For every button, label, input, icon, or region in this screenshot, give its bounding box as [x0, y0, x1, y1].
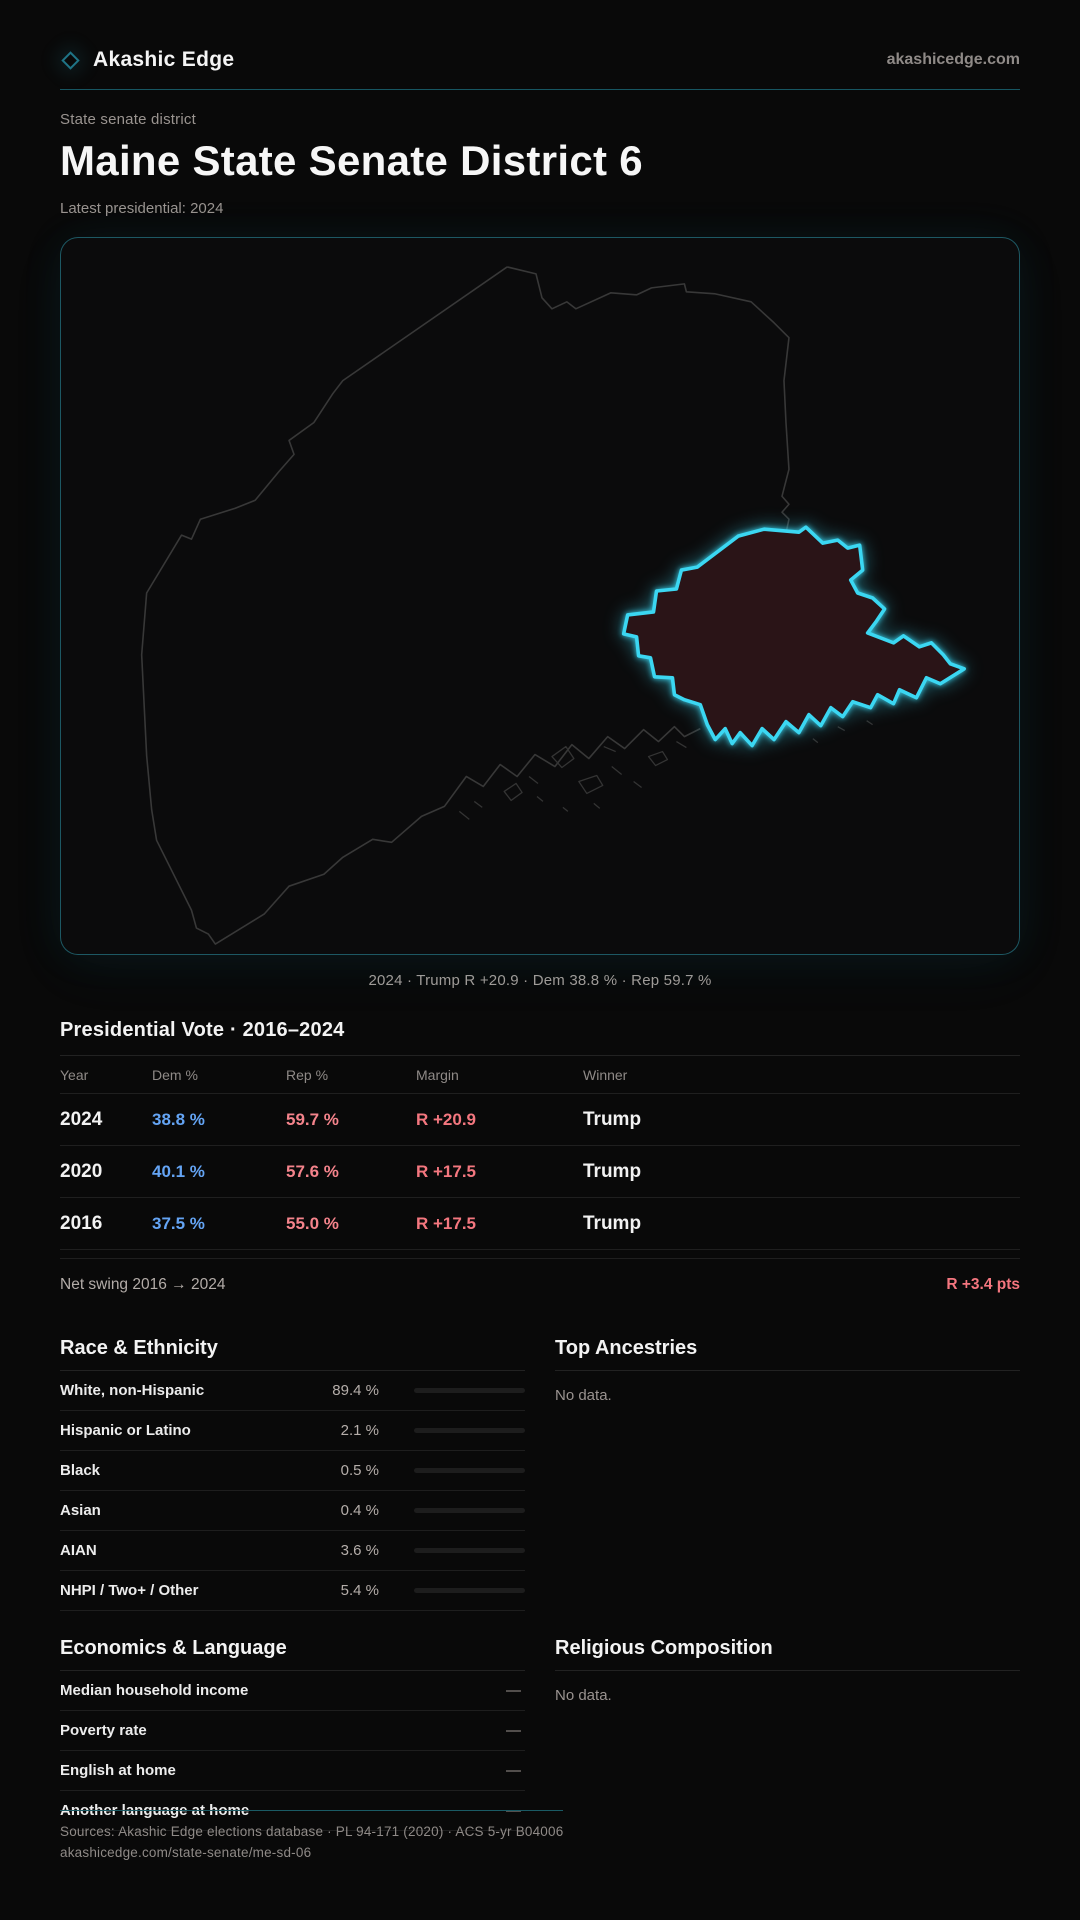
- stat-value: 0.4 %: [340, 1502, 379, 1520]
- district-map-card: [60, 237, 1020, 955]
- stat-bar: [414, 1388, 525, 1393]
- brand: [60, 48, 234, 72]
- econ-label: Another language at home: [60, 1802, 250, 1820]
- maine-outline: [507, 267, 789, 533]
- cell-winner: Trump: [583, 1212, 642, 1234]
- stat-bar: [414, 1548, 525, 1553]
- cell-margin: R +17.5: [416, 1213, 477, 1233]
- col-rep: Rep %: [286, 1066, 329, 1083]
- stat-bar: [414, 1428, 525, 1433]
- econ-label: Poverty rate: [60, 1722, 147, 1740]
- cell-margin: R +17.5: [416, 1161, 477, 1181]
- econ-value: —: [506, 1722, 521, 1740]
- ancestries-empty: No data.: [555, 1387, 612, 1405]
- econ-value: —: [506, 1762, 521, 1780]
- table-row: [60, 1094, 1020, 1146]
- stat-label: AIAN: [60, 1542, 97, 1560]
- stat-label: Asian: [60, 1502, 101, 1520]
- cell-year: 2024: [60, 1108, 103, 1130]
- brand-domain: akashicedge.com: [886, 51, 1020, 68]
- maine-outline-west: [142, 267, 701, 944]
- economics-section: [60, 1611, 525, 1831]
- ancestries-title: Top Ancestries: [555, 1337, 698, 1360]
- map-caption: 2024 · Trump R +20.9 · Dem 38.8 % · Rep 59.7 %: [368, 972, 712, 990]
- vote-table-header: [60, 1056, 1020, 1094]
- race-section: [60, 1311, 525, 1611]
- cell-dem: 38.8 %: [152, 1109, 205, 1129]
- footer: [60, 1810, 563, 1860]
- col-year: Year: [60, 1066, 89, 1083]
- maine-district-map: [61, 238, 1019, 954]
- cell-winner: Trump: [583, 1108, 642, 1130]
- cell-rep: 57.6 %: [286, 1161, 339, 1181]
- race-title: Race & Ethnicity: [60, 1337, 218, 1360]
- stat-row: [60, 1491, 525, 1531]
- vote-table-title: Presidential Vote · 2016–2024: [60, 1019, 345, 1042]
- footer-permalink: akashicedge.com/state-senate/me-sd-06: [60, 1845, 312, 1860]
- econ-value: —: [506, 1802, 521, 1820]
- stat-row: [60, 1571, 525, 1611]
- stat-label: White, non-Hispanic: [60, 1382, 205, 1400]
- topbar: [60, 0, 1020, 72]
- cell-winner: Trump: [583, 1160, 642, 1182]
- kicker: State senate district: [60, 111, 196, 128]
- stat-label: Black: [60, 1462, 101, 1480]
- economics-title: Economics & Language: [60, 1637, 287, 1660]
- cell-rep: 55.0 %: [286, 1213, 339, 1233]
- divider: [555, 1370, 1020, 1371]
- latest-presidential: Latest presidential: 2024: [60, 200, 224, 218]
- brand-name: Akashic Edge: [93, 48, 235, 71]
- stat-label: Hispanic or Latino: [60, 1422, 191, 1440]
- cell-rep: 59.7 %: [286, 1109, 339, 1129]
- col-dem: Dem %: [152, 1066, 198, 1083]
- economics-columns: [60, 1611, 1020, 1831]
- stat-row: [60, 1451, 525, 1491]
- econ-label: English at home: [60, 1762, 176, 1780]
- econ-row: [60, 1711, 525, 1751]
- cell-dem: 40.1 %: [152, 1161, 205, 1181]
- econ-row: [60, 1671, 525, 1711]
- col-winner: Winner: [583, 1066, 628, 1083]
- divider: [555, 1670, 1020, 1671]
- stat-value: 3.6 %: [340, 1542, 379, 1560]
- net-swing-value: R +3.4 pts: [946, 1276, 1020, 1294]
- stat-row: [60, 1411, 525, 1451]
- table-row: [60, 1198, 1020, 1250]
- stat-value: 0.5 %: [340, 1462, 379, 1480]
- stat-label: NHPI / Two+ / Other: [60, 1582, 199, 1600]
- stat-row: [60, 1531, 525, 1571]
- cell-year: 2016: [60, 1212, 103, 1234]
- religion-empty: No data.: [555, 1687, 612, 1705]
- cell-dem: 37.5 %: [152, 1213, 205, 1233]
- stat-row: [60, 1371, 525, 1411]
- district-shape[interactable]: [624, 527, 965, 745]
- ancestries-section: [555, 1311, 1020, 1404]
- diamond-icon: [61, 51, 79, 69]
- cell-year: 2020: [60, 1160, 103, 1182]
- stat-value: 89.4 %: [332, 1382, 379, 1400]
- net-swing-label: Net swing 2016 → 2024: [60, 1276, 226, 1294]
- net-swing-row: [60, 1259, 1020, 1311]
- table-row: [60, 1146, 1020, 1198]
- econ-label: Median household income: [60, 1682, 249, 1700]
- page-title: Maine State Senate District 6: [60, 137, 643, 184]
- cell-margin: R +20.9: [416, 1109, 477, 1129]
- col-margin: Margin: [416, 1066, 459, 1083]
- econ-row: [60, 1751, 525, 1791]
- demographics-columns: [60, 1311, 1020, 1611]
- stat-value: 5.4 %: [340, 1582, 379, 1600]
- header-divider: [60, 89, 1020, 90]
- econ-value: —: [506, 1682, 521, 1700]
- stat-bar: [414, 1508, 525, 1513]
- stat-value: 2.1 %: [340, 1422, 379, 1440]
- stat-bar: [414, 1468, 525, 1473]
- religion-title: Religious Composition: [555, 1637, 773, 1660]
- footer-sources: Sources: Akashic Edge elections database · PL 94-171 (2020) · ACS 5-yr B04006: [60, 1824, 564, 1839]
- religion-section: [555, 1611, 1020, 1704]
- stat-bar: [414, 1588, 525, 1593]
